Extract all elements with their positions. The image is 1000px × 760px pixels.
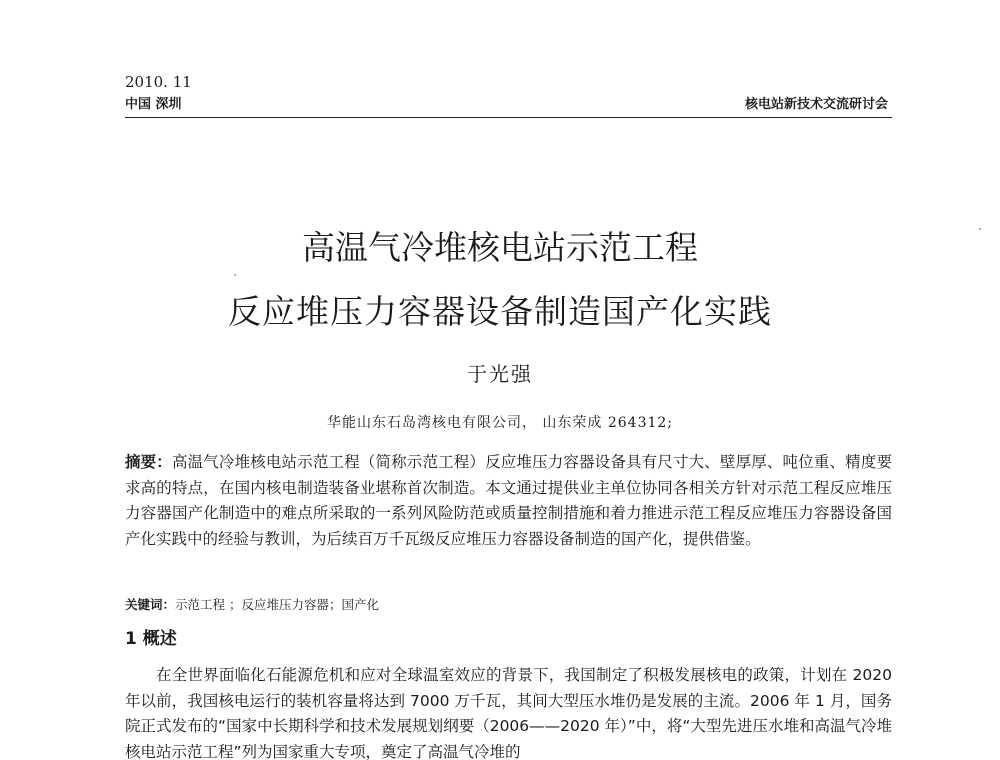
abstract-text: 高温气冷堆核电站示范工程（简称示范工程）反应堆压力容器设备具有尺寸大、壁厚厚、吨位重、精度要求高的特点，在国内核电制造装备业堪称首次制造。本文通过提供业主单位协同各相关方针对示范工程反应堆压力容器国产化制造中的难点所采取的一系列风险防范或质量控制措施和着力推进示范工程反应堆压力容器设备国产化实践中的经验与教训，为后续百万千瓦级反应堆压力容器设备制造的国产化，提供借鉴。	[125, 453, 892, 548]
header-divider	[125, 117, 892, 118]
abstract-label: 摘要：	[125, 453, 172, 471]
header-location: 中国 深圳	[125, 97, 182, 112]
keywords-text: 示范工程 ；反应堆压力容器；国产化	[175, 597, 379, 612]
paper-author: 于光强	[467, 362, 533, 386]
section-paragraph: 在全世界面临化石能源危机和应对全球温室效应的背景下，我国制定了积极发展核电的政策，计划在 2020 年以前，我国核电运行的装机容量将达到 7000 万千瓦，其间大型压水堆仍是发展的主流。2006 年 1 月，国务院正式发布的“国家中长期科学和技术发展规划纲要（2006——2020 年）”中，将“大型先进压水堆和高温气冷堆核电站示范工程”列为国家重大专项，奠定了高温气冷堆的	[125, 666, 892, 760]
scan-speck	[979, 228, 981, 230]
paper-title-line-1: 高温气冷堆核电站示范工程	[302, 228, 698, 267]
abstract-block	[125, 450, 892, 552]
header-conference-name: 核电站新技术交流研讨会	[744, 97, 888, 112]
keywords-label: 关键词：	[125, 597, 176, 612]
paper-affiliation: 华能山东石岛湾核电有限公司， 山东荣成 264312;	[326, 415, 674, 431]
scan-speck	[234, 274, 236, 276]
paper-title-line-2: 反应堆压力容器设备制造国产化实践	[228, 292, 772, 331]
header-date: 2010. 11	[125, 73, 192, 91]
keywords-block	[125, 597, 892, 613]
section-heading: 1 概述	[125, 629, 177, 649]
